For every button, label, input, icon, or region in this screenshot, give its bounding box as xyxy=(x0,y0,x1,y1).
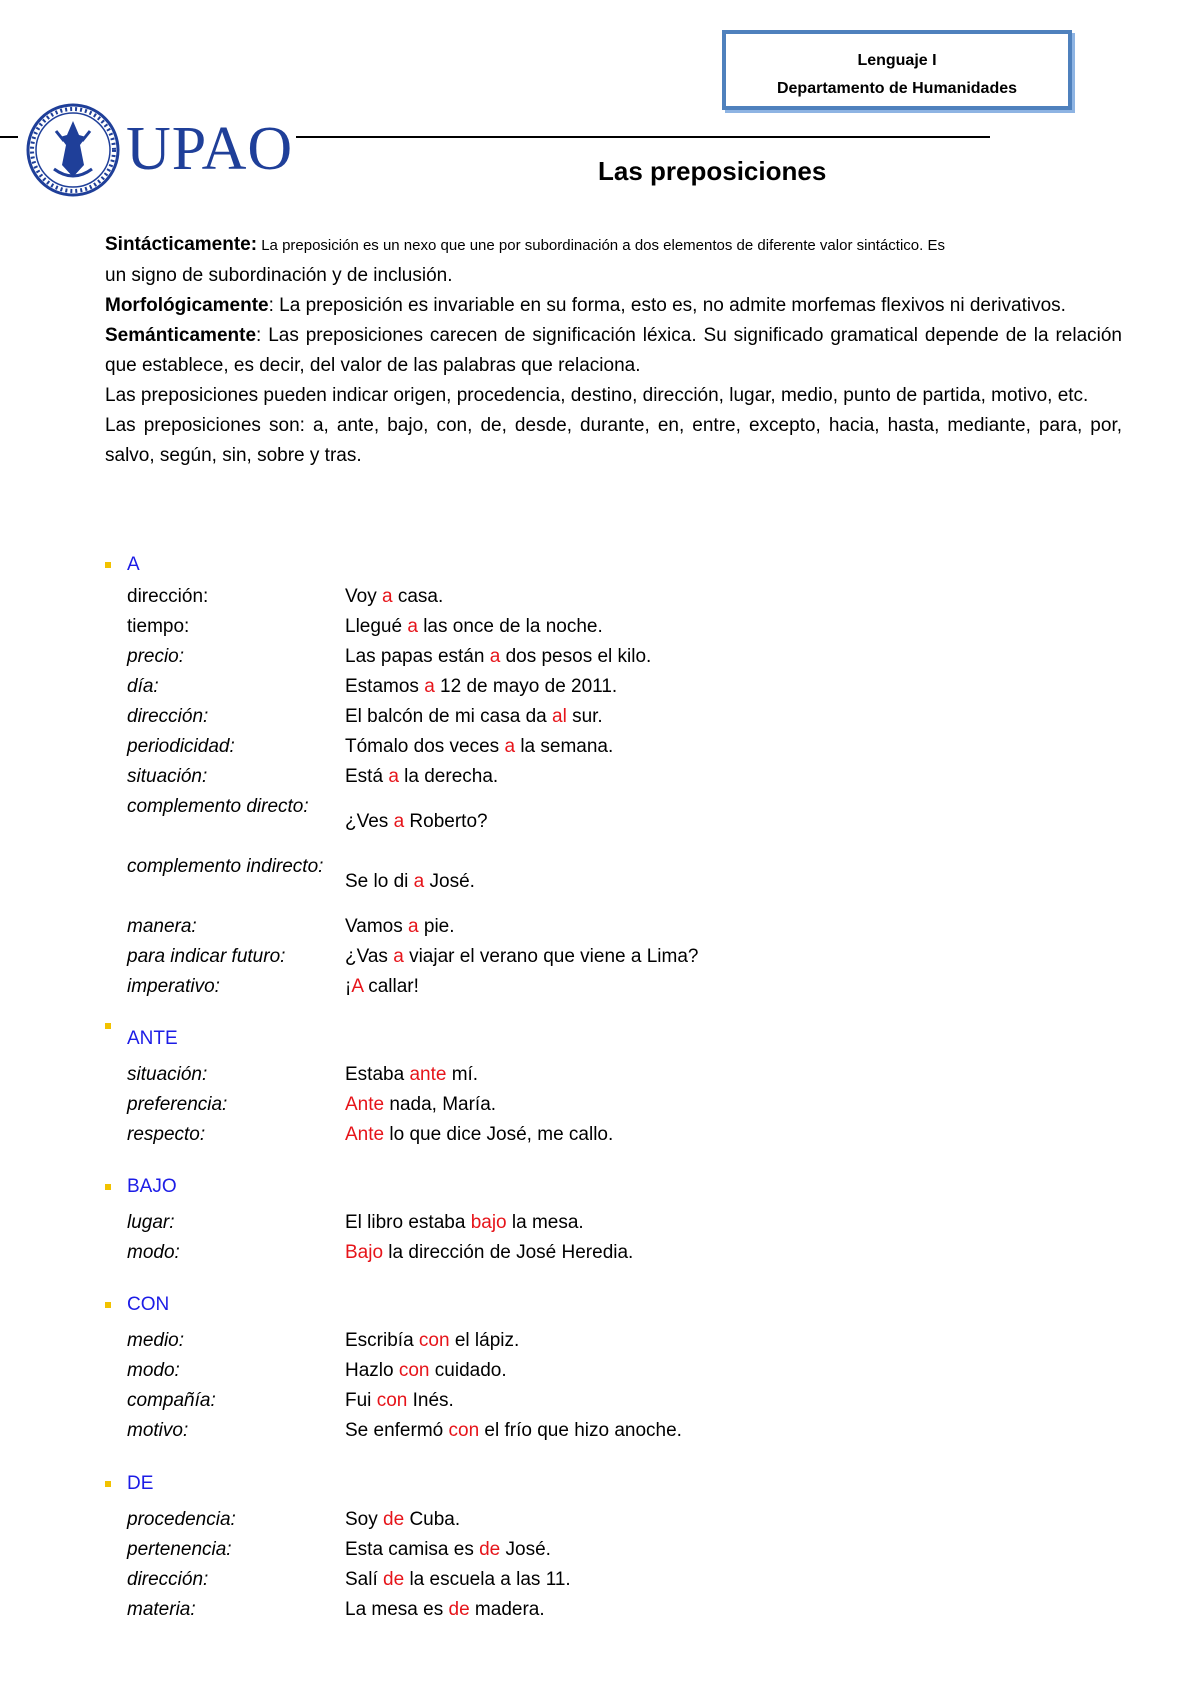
example-text: cuidado. xyxy=(429,1360,507,1381)
example-text: la derecha. xyxy=(398,766,499,787)
usage-label: periodicidad: xyxy=(127,736,235,757)
usage-example xyxy=(345,942,698,972)
example-text: lo que dice José, me callo. xyxy=(384,1124,614,1145)
section-heading: DE xyxy=(127,1473,154,1494)
course-header-box xyxy=(722,30,1072,110)
usage-example xyxy=(345,807,488,837)
intro-text xyxy=(105,230,1122,471)
preposition-highlight: con xyxy=(398,1360,430,1381)
preposition-highlight: de xyxy=(383,1509,405,1530)
intro-morphological-text: : La preposición es invariable en su forma, esto es, no admite morfemas flexivos ni derivativos. xyxy=(268,295,1066,316)
example-text: mí. xyxy=(446,1064,479,1085)
preposition-highlight: Ante xyxy=(345,1094,385,1115)
intro-syntactic xyxy=(105,230,1122,291)
example-text: pie. xyxy=(418,916,455,937)
preposition-highlight: con xyxy=(448,1420,480,1441)
example-text: las once de la noche. xyxy=(417,616,603,637)
usage-label: pertenencia: xyxy=(127,1539,232,1560)
preposition-highlight: a xyxy=(393,811,405,832)
example-text: Inés. xyxy=(407,1390,454,1411)
usage-example xyxy=(345,1505,460,1535)
example-text: Voy xyxy=(345,586,382,607)
usage-example xyxy=(345,1565,571,1595)
example-text: viajar el verano que viene a Lima? xyxy=(403,946,699,967)
usage-example xyxy=(345,1090,496,1120)
intro-semantic-label: Semánticamente xyxy=(105,325,257,346)
usage-label: procedencia: xyxy=(127,1509,236,1530)
bullet-icon xyxy=(105,562,111,568)
usage-example xyxy=(345,1416,682,1446)
usage-example xyxy=(345,1535,551,1565)
bullet-icon xyxy=(105,1023,111,1029)
usage-example xyxy=(345,582,443,612)
page-title: Las preposiciones xyxy=(598,156,827,186)
usage-example xyxy=(345,642,651,672)
preposition-highlight: a xyxy=(408,916,419,937)
example-text: dos pesos el kilo. xyxy=(500,646,652,667)
bullet-icon xyxy=(105,1481,111,1487)
usage-label: manera: xyxy=(127,916,197,937)
example-text: Se enfermó xyxy=(345,1420,449,1441)
example-text: el lápiz. xyxy=(449,1330,520,1351)
intro-syntactic-text: La preposición es un nexo que une por subordinación a dos elementos de diferente valor sintáctico. Es xyxy=(257,237,945,254)
usage-example xyxy=(345,867,475,897)
header-rule-left xyxy=(0,136,18,138)
example-text: Estamos xyxy=(345,676,425,697)
preposition-highlight: bajo xyxy=(470,1212,507,1233)
intro-morphological-label: Morfológicamente xyxy=(105,295,269,316)
usage-label: lugar: xyxy=(127,1212,175,1233)
usage-example xyxy=(345,1356,507,1386)
example-text: Se lo di xyxy=(345,871,414,892)
example-text: Estaba xyxy=(345,1064,410,1085)
usage-label: complemento indirecto: xyxy=(127,856,324,877)
usage-example xyxy=(345,702,603,732)
section-heading: BAJO xyxy=(127,1176,177,1197)
preposition-highlight: A xyxy=(351,976,363,997)
preposition-highlight: de xyxy=(479,1539,501,1560)
usage-label: precio: xyxy=(127,646,185,667)
intro-syntactic-label: Sintácticamente: xyxy=(105,234,258,255)
example-text: Llegué xyxy=(345,616,408,637)
usage-example xyxy=(345,672,617,702)
header-rule-right xyxy=(296,136,990,138)
usage-example xyxy=(345,912,455,942)
usage-label: compañía: xyxy=(127,1390,216,1411)
usage-example xyxy=(345,732,613,762)
usage-example xyxy=(345,1060,478,1090)
example-text: ¿Vas xyxy=(345,946,394,967)
preposition-highlight: a xyxy=(413,871,425,892)
course-name: Lenguaje I xyxy=(857,52,937,69)
usage-label: dirección: xyxy=(127,1569,209,1590)
example-text: ¡ xyxy=(345,976,352,997)
example-text: El libro estaba xyxy=(345,1212,471,1233)
preposition-highlight: de xyxy=(448,1599,470,1620)
preposition-highlight: de xyxy=(383,1569,405,1590)
preposition-highlight: Ante xyxy=(345,1124,385,1145)
usage-example xyxy=(345,1208,584,1238)
example-text: José. xyxy=(500,1539,551,1560)
example-text: La mesa es xyxy=(345,1599,449,1620)
preposition-highlight: a xyxy=(504,736,516,757)
example-text: Soy xyxy=(345,1509,384,1530)
preposition-highlight: al xyxy=(552,706,567,727)
upao-logo xyxy=(26,100,296,200)
usage-label: medio: xyxy=(127,1330,185,1351)
example-text: madera. xyxy=(469,1599,545,1620)
example-text: Las papas están xyxy=(345,646,490,667)
section-heading: ANTE xyxy=(127,1028,178,1049)
intro-morphological xyxy=(105,291,1122,321)
example-text: Tómalo dos veces xyxy=(345,736,505,757)
preposition-highlight: con xyxy=(418,1330,450,1351)
preposition-highlight: Bajo xyxy=(345,1242,384,1263)
intro-list: Las preposiciones son: a, ante, bajo, con, de, desde, durante, en, entre, excepto, hacia, hasta, mediante, para, por, salvo, según, sin, sobre y tras. xyxy=(105,415,1122,466)
usage-label: materia: xyxy=(127,1599,196,1620)
example-text: Escribía xyxy=(345,1330,419,1351)
upao-wordmark: UPAO xyxy=(126,115,294,183)
example-text: Está xyxy=(345,766,389,787)
section-heading: CON xyxy=(127,1294,170,1315)
usage-label: imperativo: xyxy=(127,976,220,997)
example-text: Esta camisa es xyxy=(345,1539,480,1560)
usage-label: complemento directo: xyxy=(127,796,309,817)
usage-label: para indicar futuro: xyxy=(127,946,286,967)
preposition-highlight: con xyxy=(376,1390,408,1411)
example-text: casa. xyxy=(392,586,444,607)
example-text: El balcón de mi casa da xyxy=(345,706,553,727)
department-name: Departamento de Humanidades xyxy=(776,80,1018,97)
example-text: Hazlo xyxy=(345,1360,399,1381)
usage-label: dirección: xyxy=(127,706,209,727)
usage-label: día: xyxy=(127,676,159,697)
example-text: callar! xyxy=(362,976,419,997)
example-text: la mesa. xyxy=(506,1212,584,1233)
usage-label: dirección: xyxy=(127,586,209,607)
intro-indicate: Las preposiciones pueden indicar origen, procedencia, destino, dirección, lugar, medio, punto de partida, motivo, etc. xyxy=(105,385,1089,406)
usage-label: modo: xyxy=(127,1242,180,1263)
preposition-highlight: a xyxy=(381,586,393,607)
bullet-icon xyxy=(105,1302,111,1308)
usage-label: preferencia: xyxy=(127,1094,228,1115)
usage-example xyxy=(345,1595,545,1625)
bullet-icon xyxy=(105,1184,111,1190)
section-heading: A xyxy=(127,554,140,575)
example-text: la semana. xyxy=(515,736,614,757)
usage-example xyxy=(345,1120,613,1150)
example-text: Cuba. xyxy=(404,1509,461,1530)
example-text: 12 de mayo de 2011. xyxy=(434,676,618,697)
usage-label: motivo: xyxy=(127,1420,189,1441)
example-text: ¿Ves xyxy=(345,811,394,832)
intro-semantic-text: : Las preposiciones carecen de significación léxica. Su significado gramatical depende de la relación que establece, es decir, del valor de las palabras que relaciona. xyxy=(105,325,1122,376)
university-seal-icon xyxy=(26,103,120,197)
preposition-highlight: a xyxy=(388,766,399,787)
example-text: Salí xyxy=(345,1569,384,1590)
usage-example xyxy=(345,762,498,792)
usage-example xyxy=(345,1386,454,1416)
example-text: el frío que hizo anoche. xyxy=(479,1420,682,1441)
usage-example xyxy=(345,612,603,642)
intro-syntactic-tail: un signo de subordinación y de inclusión. xyxy=(105,265,453,286)
preposition-highlight: ante xyxy=(409,1064,447,1085)
example-text: sur. xyxy=(566,706,603,727)
example-text: Vamos xyxy=(345,916,409,937)
preposition-highlight: a xyxy=(407,616,418,637)
usage-label: situación: xyxy=(127,766,208,787)
example-text: nada, María. xyxy=(384,1094,497,1115)
example-text: la escuela a las 11. xyxy=(404,1569,571,1590)
preposition-highlight: a xyxy=(424,676,435,697)
example-text: la dirección de José Heredia. xyxy=(383,1242,634,1263)
usage-example xyxy=(345,1238,633,1268)
usage-label: situación: xyxy=(127,1064,208,1085)
example-text: Fui xyxy=(345,1390,377,1411)
usage-example xyxy=(345,972,419,1002)
example-text: José. xyxy=(424,871,475,892)
usage-example xyxy=(345,1326,519,1356)
intro-semantic xyxy=(105,321,1122,381)
usage-label: respecto: xyxy=(127,1124,206,1145)
preposition-highlight: a xyxy=(489,646,501,667)
example-text: Roberto? xyxy=(404,811,488,832)
preposition-highlight: a xyxy=(393,946,404,967)
usage-label: modo: xyxy=(127,1360,180,1381)
usage-label: tiempo: xyxy=(127,616,190,637)
